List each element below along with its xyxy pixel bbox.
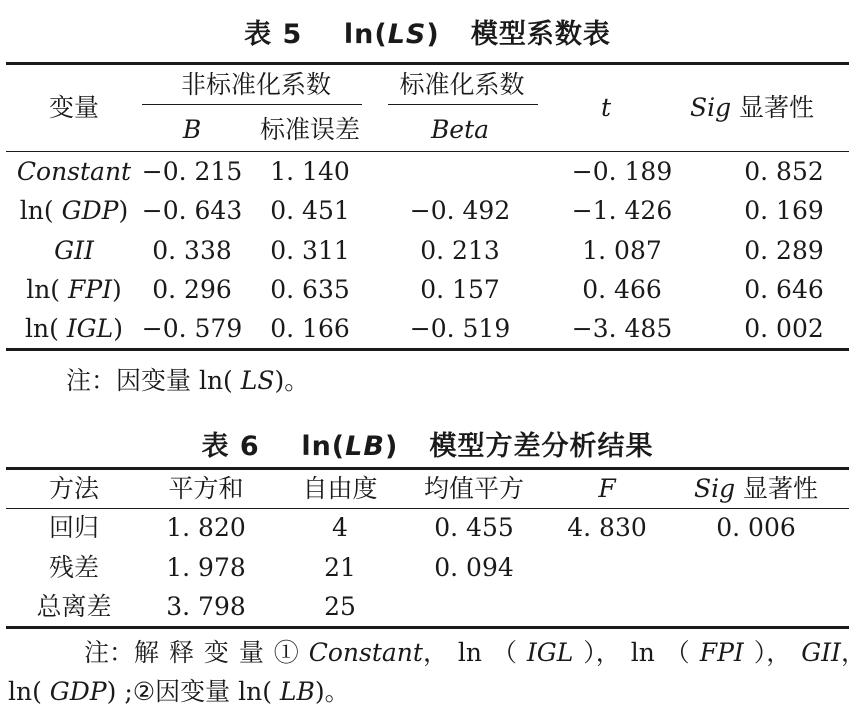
t5-header-beta: Beta xyxy=(430,115,490,144)
t5-header-sig-italic: Sig xyxy=(689,93,732,122)
table5-title xyxy=(0,12,855,51)
t5-row-beta: −0. 519 xyxy=(409,314,511,343)
t5-row-b: 0. 296 xyxy=(152,275,232,304)
table6-title-ln: ln( xyxy=(301,431,346,462)
t5-row-t: −3. 485 xyxy=(571,314,673,343)
table6-title-suffix: 模型方差分析结果 xyxy=(429,431,654,462)
t6-header-df: 自由度 xyxy=(302,474,378,503)
t5-row-var: ln( GDP) xyxy=(19,196,129,225)
t5-row-beta: −0. 492 xyxy=(409,196,511,225)
table5-title-ln: ln( xyxy=(343,19,388,50)
t5-header-std-err: 标准误差 xyxy=(259,115,361,144)
t5-row-sig: 0. 852 xyxy=(744,157,824,186)
table6-title-prefix: 表 6 xyxy=(201,431,260,462)
t5-row-t: −1. 426 xyxy=(571,196,673,225)
table5-title-prefix: 表 5 xyxy=(244,19,303,50)
t5-row-se: 0. 311 xyxy=(270,236,350,265)
t6-row-f: 4. 830 xyxy=(567,513,647,542)
t5-row-var: GII xyxy=(54,236,94,265)
t5-row-beta: 0. 213 xyxy=(420,236,500,265)
table5-note: 注：因变量 ln( LS)。 xyxy=(66,366,310,395)
t6-row-ss: 1. 978 xyxy=(166,553,246,582)
table5-title-close: ) xyxy=(426,19,440,50)
t6-header-sig-rest: 显著性 xyxy=(735,474,819,503)
table6-top-rule xyxy=(6,467,849,470)
t6-row-ms: 0. 455 xyxy=(434,513,514,542)
t5-header-sig xyxy=(690,93,814,123)
t6-row-ms: 0. 094 xyxy=(434,553,514,582)
t5-row-var: Constant xyxy=(16,157,132,186)
t5-header-unstandardized: 非标准化系数 xyxy=(180,70,332,99)
table5-title-var: LS xyxy=(387,19,427,50)
t6-row-ss: 1. 820 xyxy=(166,513,246,542)
t6-row-method: 残差 xyxy=(48,553,100,582)
table6-header-rule xyxy=(6,508,849,509)
t5-row-sig: 0. 289 xyxy=(744,236,824,265)
t6-header-ms: 均值平方 xyxy=(423,474,525,503)
t6-header-sig-italic: Sig xyxy=(693,474,736,503)
t5-row-sig: 0. 169 xyxy=(744,196,824,225)
t6-header-ss: 平方和 xyxy=(168,474,244,503)
t5-row-var: ln( IGL) xyxy=(24,314,124,343)
t5-row-se: 0. 451 xyxy=(270,196,350,225)
t5-header-standardized: 标准化系数 xyxy=(399,70,525,99)
t5-row-sig: 0. 002 xyxy=(744,314,824,343)
t6-header-f: F xyxy=(598,474,616,503)
t5-row-b: 0. 338 xyxy=(152,236,232,265)
t5-header-sig-rest: 显著性 xyxy=(731,93,815,122)
table6-note-line1: 注：解 释 变 量 ① Constant， ln （ IGL ）， ln （ FPI ）， GII， xyxy=(84,638,866,667)
t5-row-t: −0. 189 xyxy=(571,157,673,186)
t6-header-method: 方法 xyxy=(48,474,100,503)
t5-row-se: 0. 635 xyxy=(270,275,350,304)
t5-unstd-underline xyxy=(142,104,362,105)
table5-top-rule xyxy=(6,62,849,65)
t5-header-variable: 变量 xyxy=(48,93,100,122)
t5-header-t: t xyxy=(600,93,612,122)
t5-row-b: −0. 643 xyxy=(141,196,243,225)
t6-row-method: 回归 xyxy=(48,513,100,542)
table6-title-var: LB xyxy=(345,431,385,462)
t6-row-ss: 3. 798 xyxy=(166,592,246,621)
table6-bottom-rule xyxy=(6,626,849,629)
t6-row-df: 4 xyxy=(332,513,348,542)
t5-row-b: −0. 215 xyxy=(141,157,243,186)
t5-row-se: 1. 140 xyxy=(270,157,350,186)
t6-row-df: 25 xyxy=(324,592,356,621)
t6-header-sig xyxy=(694,474,818,504)
table6-title-close: ) xyxy=(384,431,399,462)
t5-header-b: B xyxy=(182,115,202,144)
t5-row-b: −0. 579 xyxy=(141,314,243,343)
t6-row-method: 总离差 xyxy=(36,592,112,621)
t5-row-beta: 0. 157 xyxy=(420,275,500,304)
t5-row-var: ln( FPI) xyxy=(26,275,122,304)
table5-header-rule xyxy=(6,151,849,152)
t6-row-df: 21 xyxy=(324,553,356,582)
t5-row-sig: 0. 646 xyxy=(744,275,824,304)
table5-bottom-rule xyxy=(6,348,849,351)
table6-note-line2: ln( GDP) ;②因变量 ln( LB)。 xyxy=(8,677,350,706)
t5-std-underline xyxy=(388,104,538,105)
table5-title-suffix: 模型系数表 xyxy=(470,19,611,50)
t5-row-t: 0. 466 xyxy=(582,275,662,304)
t5-row-t: 1. 087 xyxy=(582,236,662,265)
table6-title xyxy=(0,424,855,463)
t6-row-sig: 0. 006 xyxy=(716,513,796,542)
t5-row-se: 0. 166 xyxy=(270,314,350,343)
